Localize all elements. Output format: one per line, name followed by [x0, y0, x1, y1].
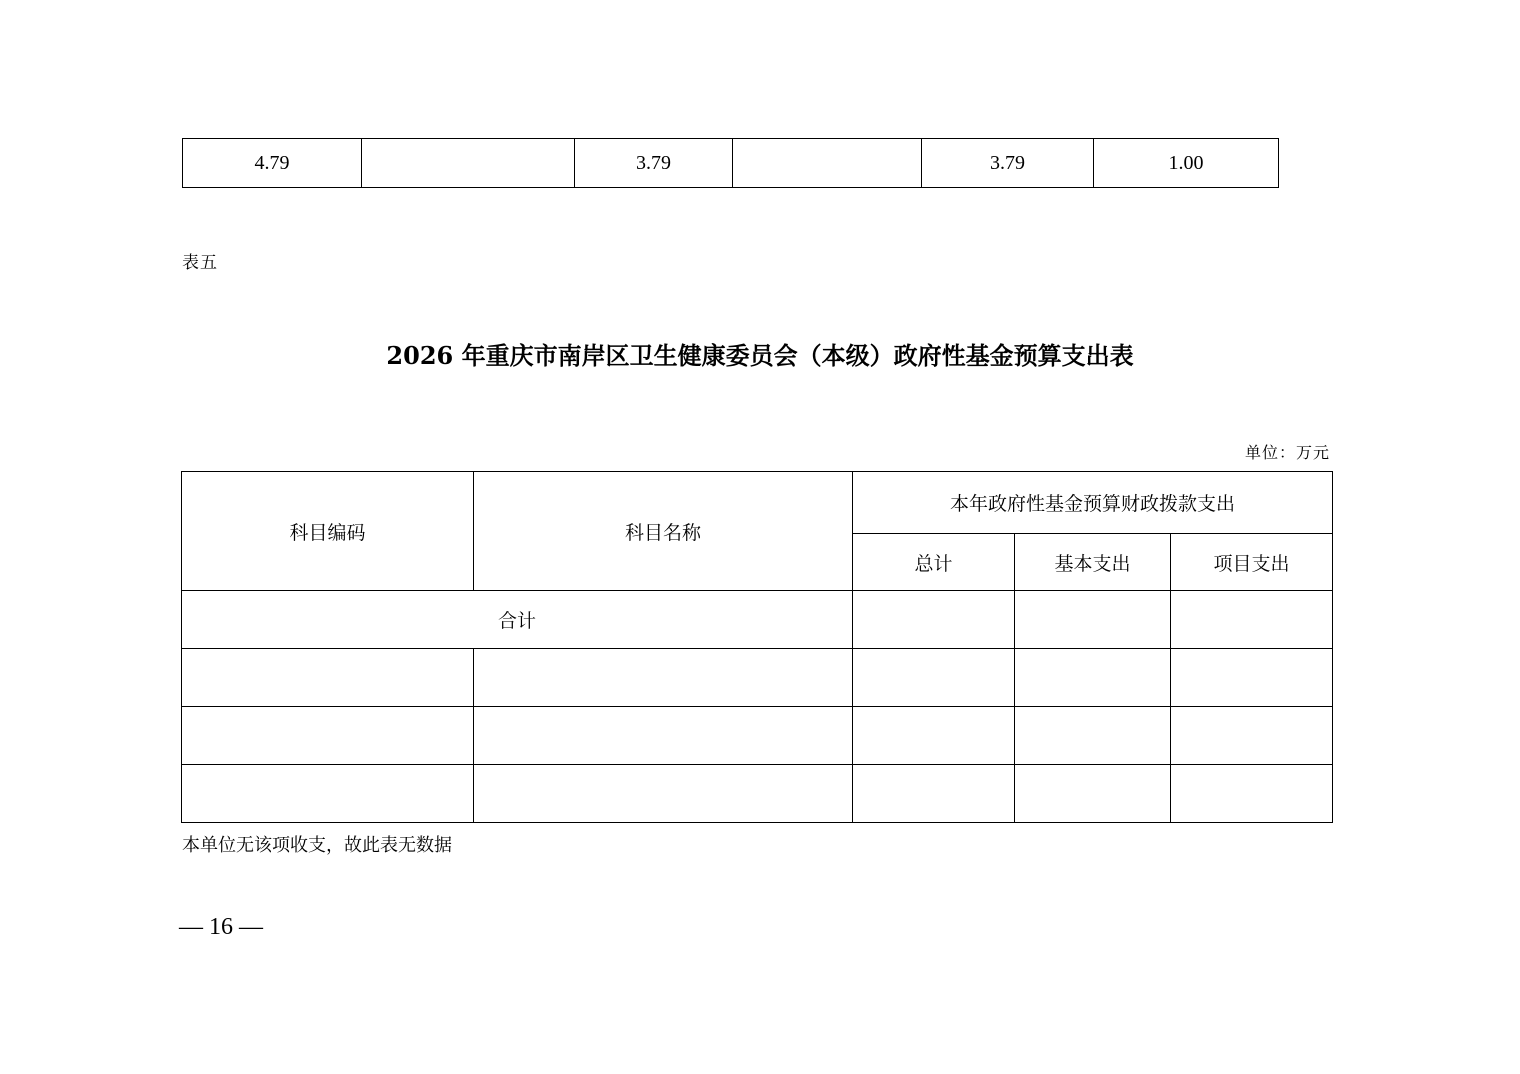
table-cell: 4.79: [183, 139, 362, 188]
subject-name-cell: [474, 765, 853, 823]
subject-name-cell: [474, 649, 853, 707]
basic-cell: [1015, 649, 1171, 707]
header-subject-code: 科目编码: [182, 472, 474, 591]
table-row: [182, 649, 1333, 707]
table-cell: 3.79: [575, 139, 733, 188]
total-label: 合计: [182, 591, 853, 649]
project-cell: [1171, 649, 1333, 707]
unit-label: 单位：万元: [1244, 443, 1330, 462]
total-cell: [853, 649, 1015, 707]
page-number: — 16 —: [179, 914, 263, 940]
total-row: [182, 591, 1333, 649]
project-cell: [1171, 765, 1333, 823]
subject-name-cell: [474, 707, 853, 765]
total-cell: [853, 707, 1015, 765]
header-total: 总计: [853, 534, 1015, 591]
subject-code-cell: [182, 707, 474, 765]
no-data-note: 本单位无该项收支，故此表无数据: [182, 835, 452, 856]
table-cell: 3.79: [922, 139, 1094, 188]
table-row: [183, 139, 1279, 188]
budget-expenditure-table: [181, 471, 1333, 823]
total-cell: [853, 765, 1015, 823]
total-basic-value: [1015, 591, 1171, 649]
subject-code-cell: [182, 649, 474, 707]
page-title: 2026 年重庆市南岸区卫生健康委员会（本级）政府性基金预算支出表: [386, 341, 1134, 370]
table-cell: 1.00: [1094, 139, 1279, 188]
table-number-label: 表五: [182, 253, 218, 273]
header-basic-expenditure: 基本支出: [1015, 534, 1171, 591]
project-cell: [1171, 707, 1333, 765]
table-row: [182, 765, 1333, 823]
subject-code-cell: [182, 765, 474, 823]
previous-table-fragment: [182, 138, 1279, 188]
basic-cell: [1015, 765, 1171, 823]
total-value: [853, 591, 1015, 649]
basic-cell: [1015, 707, 1171, 765]
header-row: [182, 472, 1333, 534]
table-cell: [733, 139, 922, 188]
total-project-value: [1171, 591, 1333, 649]
table-cell: [362, 139, 575, 188]
header-subject-name: 科目名称: [474, 472, 853, 591]
header-appropriation-group: 本年政府性基金预算财政拨款支出: [853, 472, 1333, 534]
table-row: [182, 707, 1333, 765]
header-project-expenditure: 项目支出: [1171, 534, 1333, 591]
